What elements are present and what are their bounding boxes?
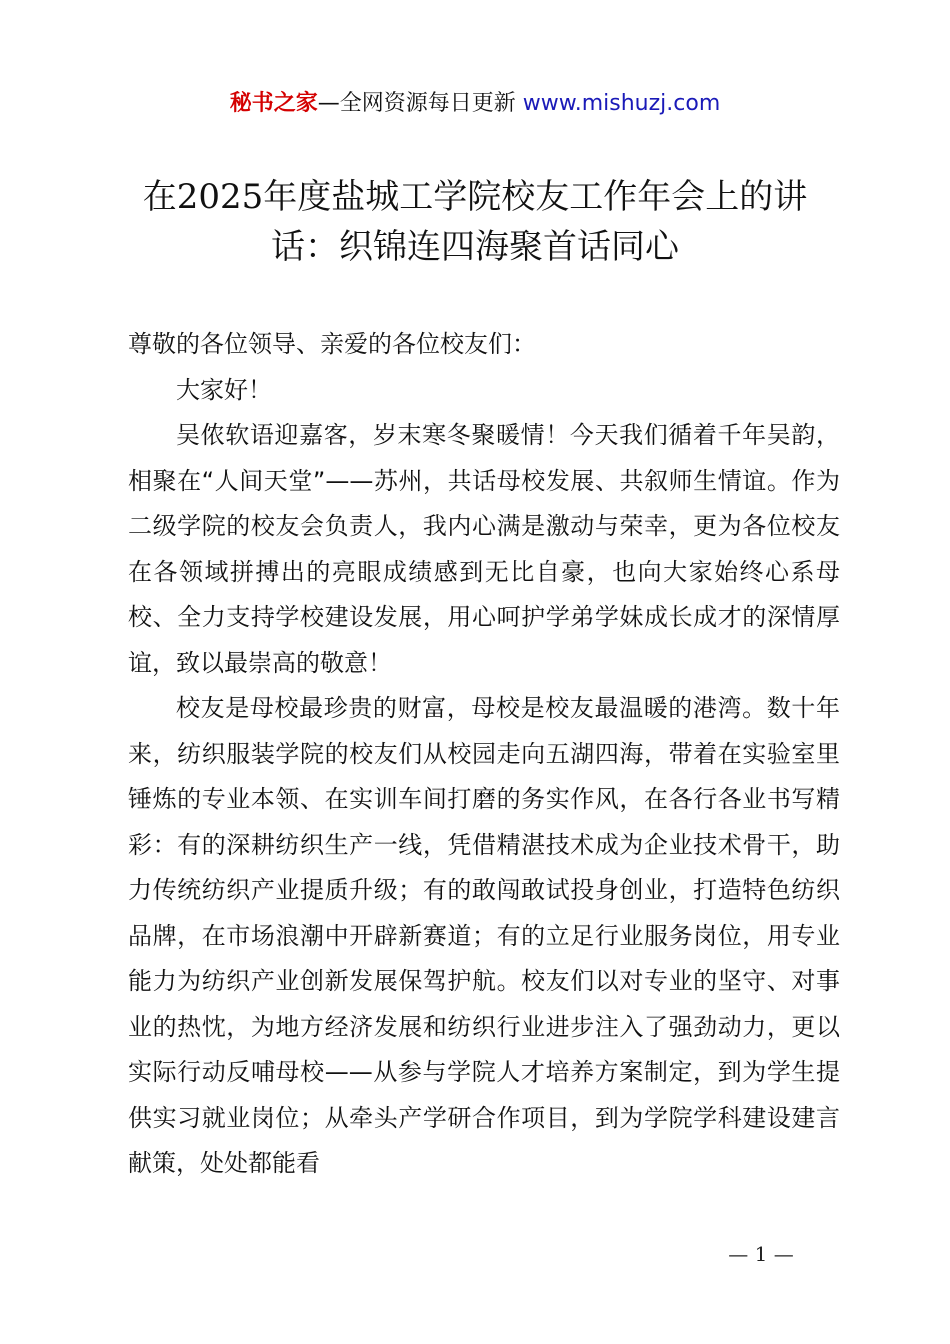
banner-tagline: —全网资源每日更新	[317, 91, 523, 116]
greeting: 大家好！	[176, 375, 272, 404]
page-number: — 1 —	[728, 1242, 794, 1266]
document-body	[128, 322, 840, 1187]
brand-name: 秘书之家	[229, 91, 318, 116]
paragraph-2: 校友是母校最珍贵的财富，母校是校友最温暖的港湾。数十年来，纺织服装学院的校友们从校园走向五湖四海，带着在实验室里锤炼的专业本领、在实训车间打磨的务实作风，在各行各业书写精彩：有的深耕纺织生产一线，凭借精湛技术成为企业技术骨干，助力传统纺织产业提质升级；有的敢闯敢试投身创业，打造特色纺织品牌，在市场浪潮中开辟新赛道；有的立足行业服务岗位，用专业能力为纺织产业创新发展保驾护航。校友们以对专业的坚守、对事业的热忱，为地方经济发展和纺织行业进步注入了强劲动力，更以实际行动反哺母校——从参与学院人才培养方案制定，到为学生提供实习就业岗位；从牵头产学研合作项目，到为学院学科建设建言献策，处处都能看	[128, 694, 840, 1177]
paragraph-1: 吴侬软语迎嘉客，岁末寒冬聚暖情！今天我们循着千年吴韵，相聚在“人间天堂”——苏州，共话母校发展、共叙师生情谊。作为二级学院的校友会负责人，我内心满是激动与荣幸，更为各位校友在各领域拼搏出的亮眼成绩感到无比自豪，也向大家始终心系母校、全力支持学校建设发展，用心呵护学弟学妹成长成才的深情厚谊，致以最崇高的敬意！	[128, 421, 840, 677]
document-title: 在2025年度盐城工学院校友工作年会上的讲话：织锦连四海聚首话同心	[142, 177, 808, 267]
site-url-link[interactable]: www.mishuzj.com	[522, 91, 721, 116]
site-banner	[0, 88, 950, 120]
salutation: 尊敬的各位领导、亲爱的各位校友们：	[128, 330, 536, 358]
